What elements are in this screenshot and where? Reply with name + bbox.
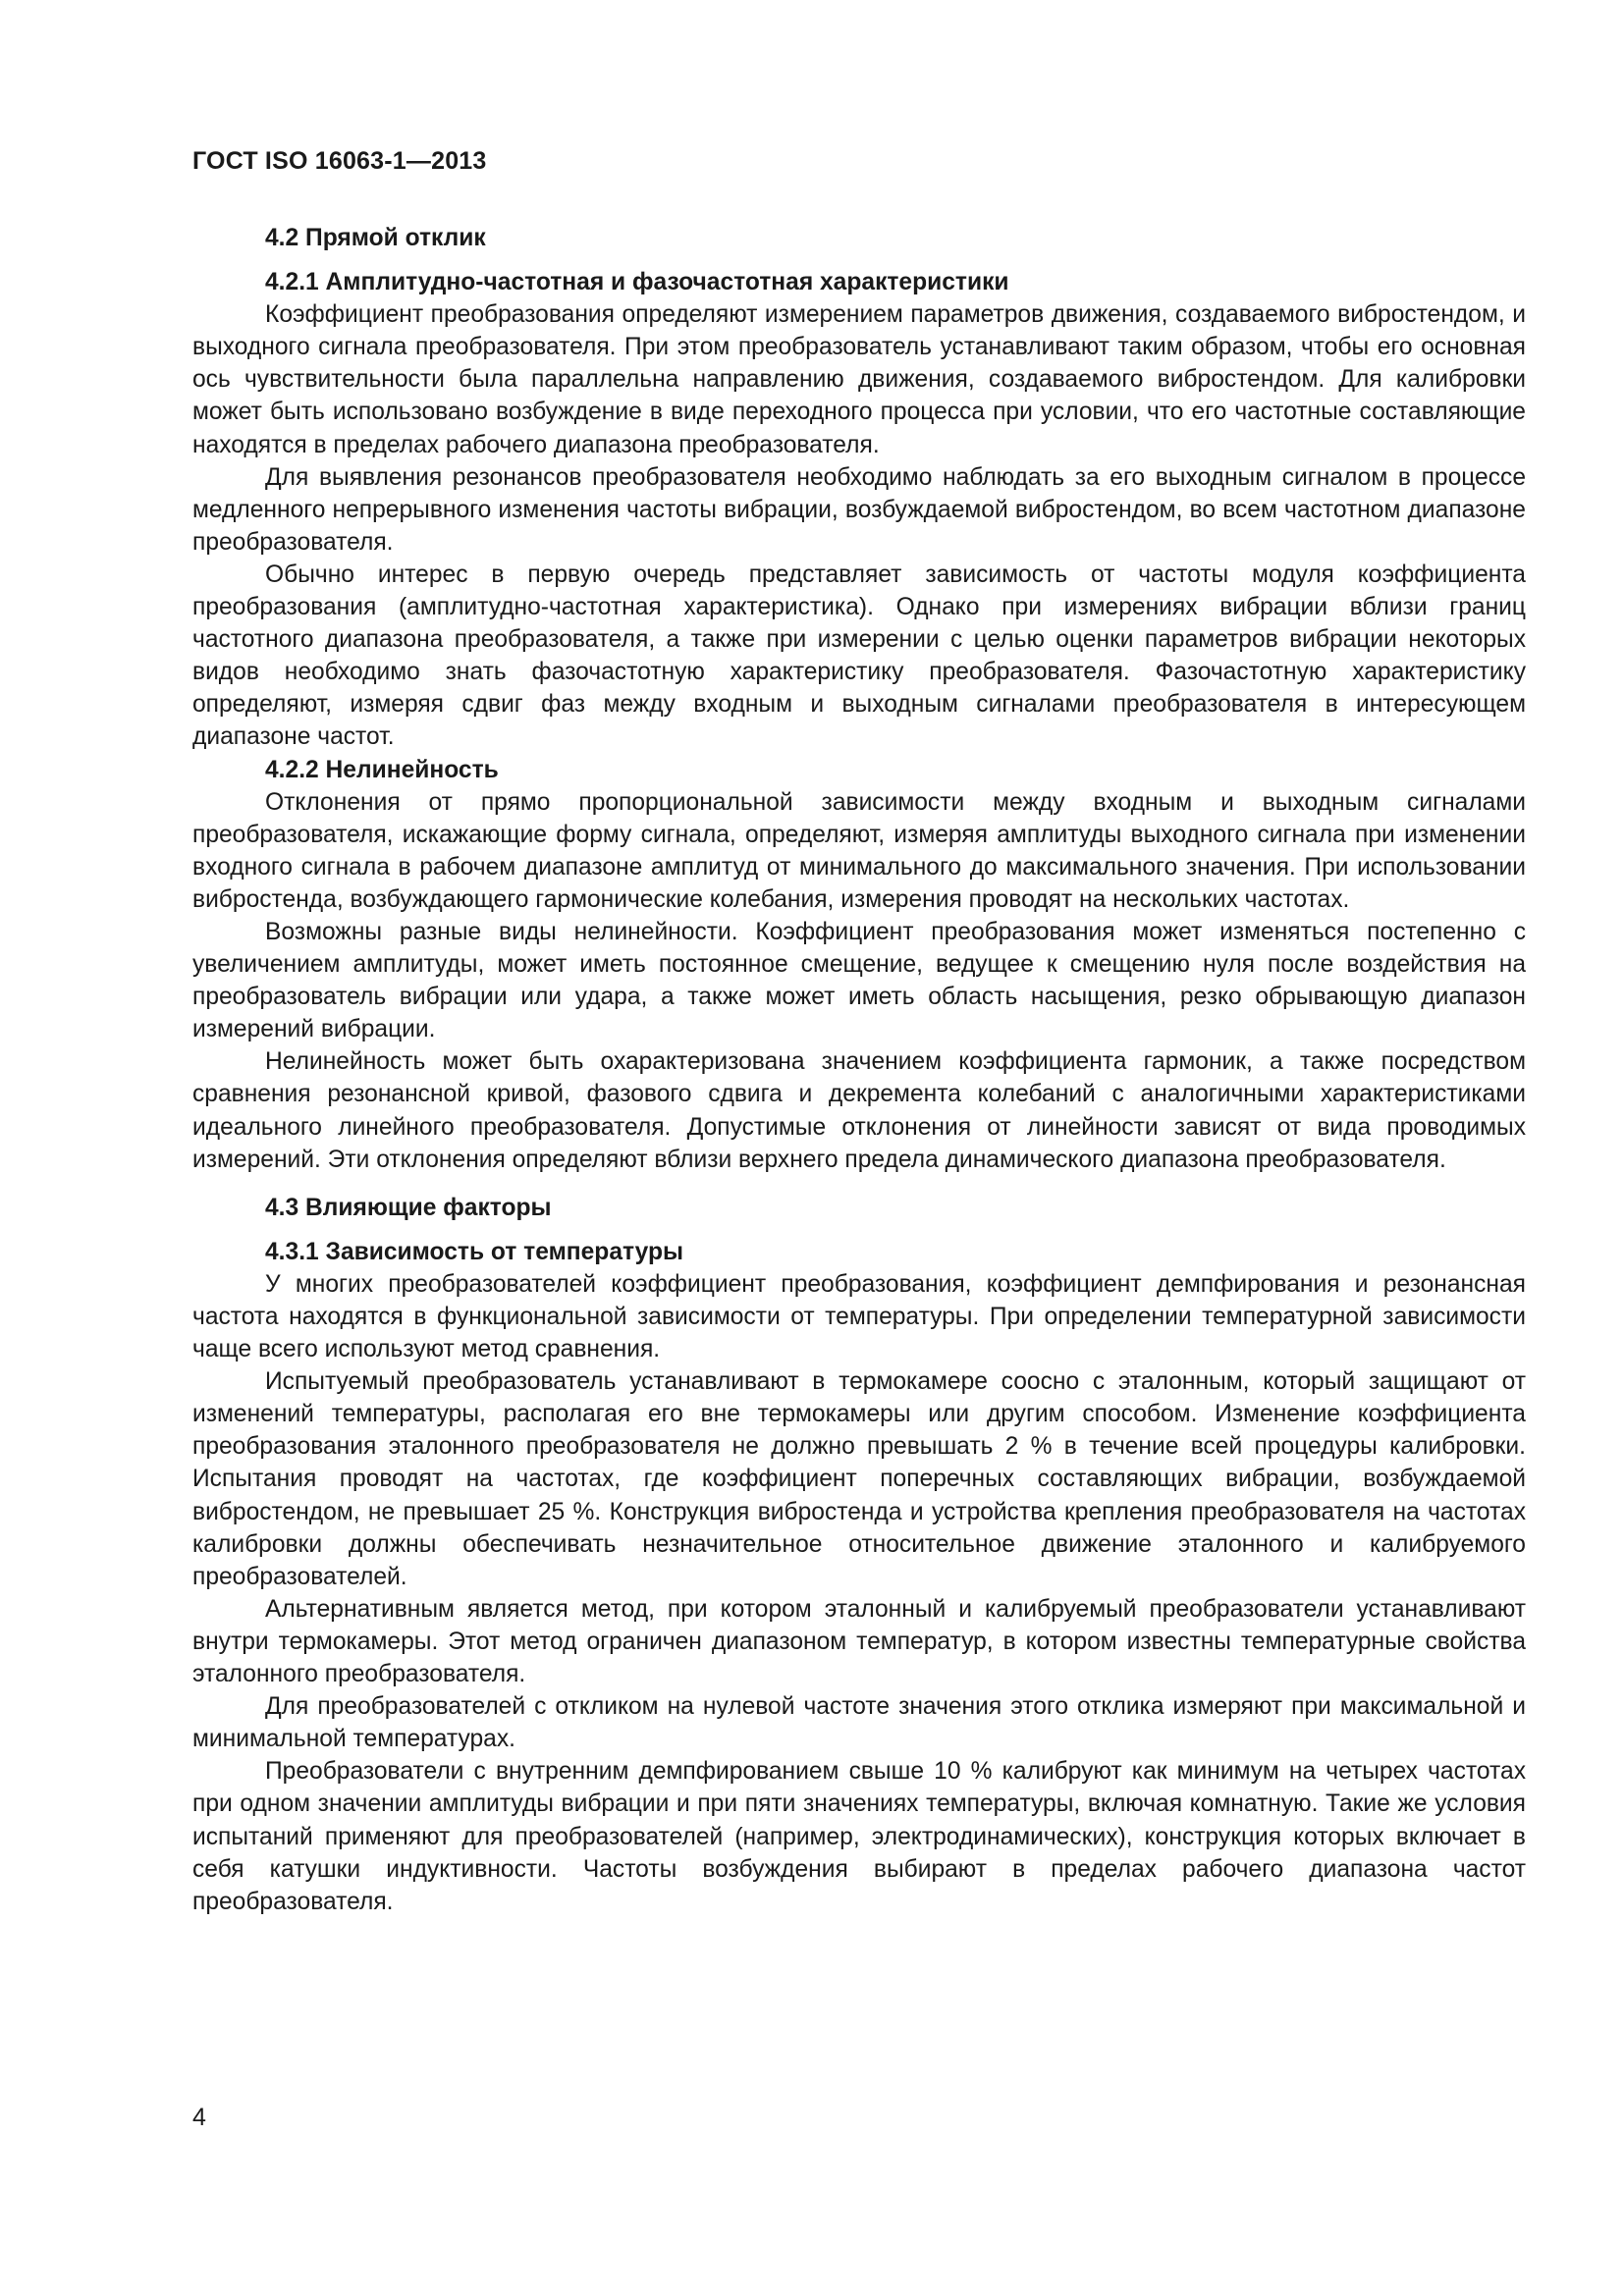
paragraph: Преобразователи с внутренним демпфированием свыше 10 % калибруют как минимум на четырех частотах при одном значении амплитуды вибрации и при пяти значениях температуры, включая комнатную. Такие же условия испытаний применяют для преобразователей (например, электродинамических), конструкция которых включает в себя катушки индуктивности. Частоты возбуждения выбирают в пределах рабочего диапазона частот преобразователя. bbox=[192, 1758, 1526, 1915]
paragraph: У многих преобразователей коэффициент преобразования, коэффициент демпфирования и резонансная частота находятся в функциональной зависимости от температуры. При определении температурной зависимости чаще всего используют метод сравнения. bbox=[192, 1270, 1526, 1363]
section-4-3-1-title: 4.3.1 Зависимость от температуры bbox=[265, 1238, 684, 1265]
document-code: ГОСТ ISO 16063-1—2013 bbox=[192, 147, 487, 175]
paragraph: Отклонения от прямо пропорциональной зависимости между входным и выходным сигналами преобразователя, искажающие форму сигнала, определяют, измеряя амплитуды выходного сигнала при изменении входного сигнала в рабочем диапазоне амплитуд от минимального до максимального значения. При использовании вибростенда, возбуждающего гармонические колебания, измерения проводят на нескольких частотах. bbox=[192, 788, 1526, 913]
section-4-2-2-title: 4.2.2 Нелинейность bbox=[265, 756, 499, 783]
section-4-2-1-title: 4.2.1 Амплитудно-частотная и фазочастотная характеристики bbox=[265, 269, 1009, 296]
paragraph: Обычно интерес в первую очередь представляет зависимость от частоты модуля коэффициента преобразования (амплитудно-частотная характеристика). Однако при измерениях вибрации вблизи границ частотного диапазона преобразователя, а также при измерении с целью оценки параметров вибрации некоторых видов необходимо знать фазочастотную характеристику преобразователя. Фазочастотную характеристику определяют, измеряя сдвиг фаз между входным и выходным сигналами преобразователя в интересующем диапазоне частот. bbox=[192, 561, 1526, 751]
paragraph: Нелинейность может быть охарактеризована значением коэффициента гармоник, а также посредством сравнения резонансной кривой, фазового сдвига и декремента колебаний с аналогичными характеристиками идеального линейного преобразователя. Допустимые отклонения от линейности зависят от вида проводимых измерений. Эти отклонения определяют вблизи верхнего предела динамического диапазона преобразователя. bbox=[192, 1048, 1526, 1173]
page-number: 4 bbox=[192, 2104, 206, 2131]
paragraph: Возможны разные виды нелинейности. Коэффициент преобразования может изменяться постепенно с увеличением амплитуды, может иметь постоянное смещение, ведущее к смещению нуля после воздействия на преобразователь вибрации или удара, а также может иметь область насыщения, резко обрывающую диапазон измерений вибрации. bbox=[192, 918, 1526, 1043]
paragraph: Альтернативным является метод, при котором эталонный и калибруемый преобразователи устанавливают внутри термокамеры. Этот метод ограничен диапазоном температур, в котором известны температурные свойства эталонного преобразователя. bbox=[192, 1595, 1526, 1688]
section-4-3-title: 4.3 Влияющие факторы bbox=[265, 1194, 552, 1221]
paragraph: Испытуемый преобразователь устанавливают в термокамере соосно с эталонным, который защищают от изменений температуры, располагая его вне термокамеры или другим способом. Изменение коэффициента преобразования эталонного преобразователя не должно превышать 2 % в течение всей процедуры калибровки. Испытания проводят на частотах, где коэффициент поперечных составляющих вибрации, возбуждаемой вибростендом, не превышает 25 %. Конструкция вибростенда и устройства крепления преобразователя на частотах калибровки должны обеспечивать незначительное относительное движение эталонного и калибруемого преобразователей. bbox=[192, 1368, 1526, 1590]
paragraph: Коэффициент преобразования определяют измерением параметров движения, создаваемого вибростендом, и выходного сигнала преобразователя. При этом преобразователь устанавливают таким образом, чтобы его основная ось чувствительности была параллельна направлению движения, создаваемого вибростендом. Для калибровки может быть использовано возбуждение в виде переходного процесса при условии, что его частотные составляющие находятся в пределах рабочего диапазона преобразователя. bbox=[192, 301, 1526, 458]
section-4-2-title: 4.2 Прямой отклик bbox=[265, 225, 486, 251]
document-body bbox=[192, 222, 1526, 1918]
paragraph: Для преобразователей с откликом на нулевой частоте значения этого отклика измеряют при максимальной и минимальной температурах. bbox=[192, 1693, 1526, 1753]
paragraph: Для выявления резонансов преобразователя необходимо наблюдать за его выходным сигналом в процессе медленного непрерывного изменения частоты вибрации, возбуждаемой вибростендом, во всем частотном диапазоне преобразователя. bbox=[192, 463, 1526, 556]
